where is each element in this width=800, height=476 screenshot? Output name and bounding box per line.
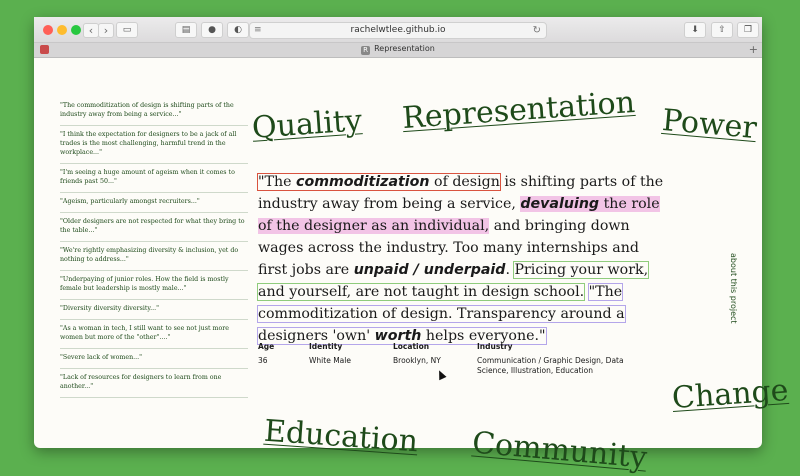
- quote-item[interactable]: "I think the expectation for designers to be a jack of all trades is the most challenging, harmful trend in the workplace...": [60, 126, 248, 164]
- maximize-window-button[interactable]: [71, 25, 81, 35]
- quote-item[interactable]: "We're rightly emphasizing diversity & inclusion, yet do nothing to address...": [60, 242, 248, 271]
- highlight-quality: "The commoditization of design: [258, 174, 500, 190]
- reader-mode-icon[interactable]: ≡: [254, 25, 262, 35]
- highlight-community: "The commoditization of design. Transparency around a designers 'own' worth helps everyone.": [258, 284, 625, 344]
- meta-industry: [477, 342, 627, 376]
- quote-item[interactable]: "The commoditization of design is shifting parts of the industry away from being a service...": [60, 97, 248, 126]
- industry-value: Communication / Graphic Design, Data Science, Illustration, Education: [477, 356, 624, 375]
- download-icon[interactable]: ⬇: [684, 22, 706, 38]
- mouse-cursor-icon: [435, 369, 446, 381]
- new-tab-button[interactable]: +: [748, 43, 758, 56]
- quote-item[interactable]: "Underpaying of junior roles. How the field is mostly female but leadership is mostly male...": [60, 271, 248, 300]
- quote-item[interactable]: "Lack of resources for designers to learn from one another...": [60, 369, 248, 398]
- meta-age: [258, 342, 274, 366]
- url-text: rachelwtlee.github.io: [350, 25, 446, 35]
- share-icon[interactable]: ⇧: [711, 22, 733, 38]
- identity-value: White Male: [309, 356, 351, 365]
- category-education[interactable]: Education: [262, 413, 420, 460]
- quote-item[interactable]: "Diversity diversity diversity...": [60, 300, 248, 320]
- quote-item[interactable]: "Severe lack of women...": [60, 349, 248, 369]
- tab-title: Representation: [374, 44, 435, 53]
- close-window-button[interactable]: [43, 25, 53, 35]
- reload-icon[interactable]: ↻: [532, 25, 541, 36]
- quote-item[interactable]: "As a woman in tech, I still want to see not just more women but more of the "other"....": [60, 320, 248, 349]
- back-button[interactable]: ‹: [83, 23, 99, 38]
- quote-item[interactable]: "I'm seeing a huge amount of ageism when it comes to friends past 50...": [60, 164, 248, 193]
- address-bar[interactable]: [249, 22, 547, 39]
- age-label: Age: [258, 342, 275, 351]
- response-text: "The commoditization of design is shifting parts of the industry away from being a service, devaluing the role of the designer as an individual, and bringing down wages across the industry. Too many internships and first jobs are unpaid / underpaid. Pricing your work, and yourself, are not taught in design school. "The commoditization of design. Transparency around a designers 'own' worth helps everyone.": [258, 174, 664, 344]
- location-label: Location: [393, 342, 430, 351]
- sidebar-icon[interactable]: ▭: [116, 22, 138, 38]
- about-project-link[interactable]: about this project: [729, 253, 738, 324]
- minimize-window-button[interactable]: [57, 25, 67, 35]
- meta-location: [393, 342, 441, 366]
- tabs-icon[interactable]: ❐: [737, 22, 759, 38]
- location-value: Brooklyn, NY: [393, 356, 441, 365]
- quote-item[interactable]: "Ageism, particularly amongst recruiters...": [60, 193, 248, 213]
- active-tab[interactable]: [34, 44, 762, 55]
- reader-icon[interactable]: ▤: [175, 22, 197, 38]
- title-bar: [34, 17, 762, 43]
- highlight-education: Pricing your work, and yourself, are not taught in design school.: [258, 262, 649, 300]
- tab-bar: [34, 43, 762, 58]
- extension-icon[interactable]: ●: [201, 22, 223, 38]
- forward-button[interactable]: ›: [98, 23, 114, 38]
- identity-label: Identity: [309, 342, 343, 351]
- category-change[interactable]: Change: [670, 372, 790, 417]
- shield-icon[interactable]: ◐: [227, 22, 249, 38]
- category-quality[interactable]: Quality: [250, 103, 364, 146]
- highlight-power: devaluing the role of the designer as an individual,: [258, 196, 660, 234]
- tab-favicon: R: [361, 46, 370, 55]
- quote-item[interactable]: "Older designers are not respected for what they bring to the table...": [60, 213, 248, 242]
- browser-window: [34, 17, 790, 476]
- category-power[interactable]: Power: [660, 102, 759, 147]
- quote-list: [60, 97, 248, 398]
- industry-label: Industry: [477, 342, 513, 351]
- meta-identity: [309, 342, 351, 366]
- age-value: 36: [258, 356, 268, 365]
- category-representation[interactable]: Representation: [401, 84, 637, 137]
- category-community[interactable]: Community: [470, 425, 649, 476]
- page-content: [34, 57, 790, 476]
